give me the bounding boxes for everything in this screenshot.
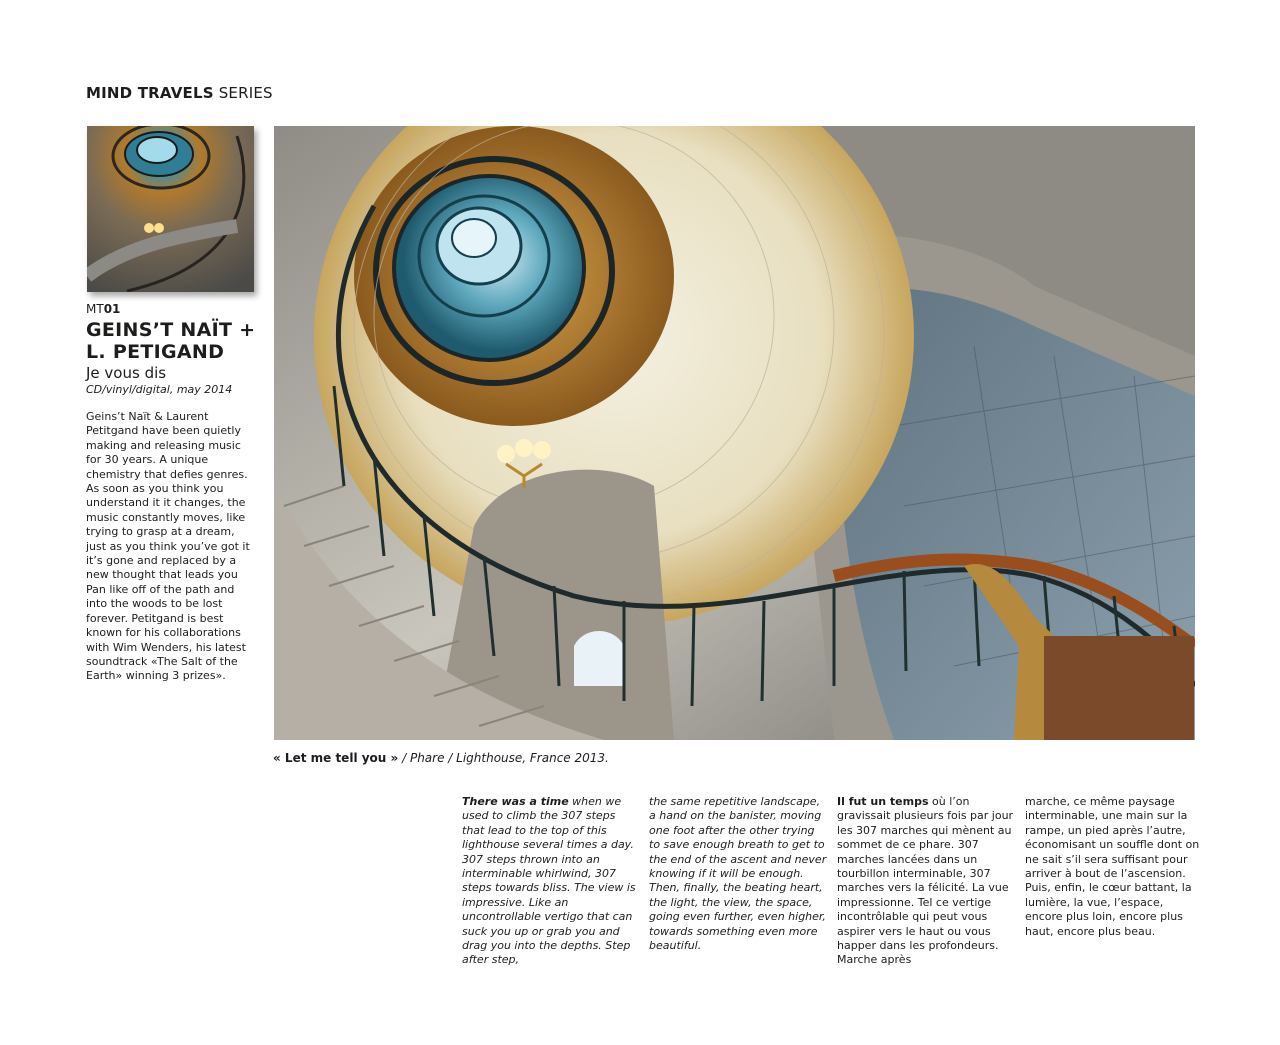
series-heading <box>86 84 273 102</box>
series-heading-light: SERIES <box>218 84 273 102</box>
artist-name <box>86 319 276 363</box>
release-format: CD/vinyl/digital, may 2014 <box>86 383 233 396</box>
english-text-1: when we used to climb the 307 steps that lead to the top of this lighthouse several times a day. 307 steps thrown into an interminable whirlwind, 307 steps towards bliss. The view is impressive. Like an uncontrollable vertigo that can suck you up or grab you and drag you into the depths. Step after step, <box>462 795 636 967</box>
artist-line-2: L. PETIGAND <box>86 341 225 363</box>
album-cover-thumbnail <box>87 126 254 292</box>
artist-biography: Geins’t Naït & Laurent Petitgand have been quietly making and releasing music for 30 years. A unique chemistry that defies genres. As soon as you think you understand it it changes, the music constantly moves, like trying to grasp at a dream, just as you think you’ve got it it’s gone and replaced by a new thought that leads you Pan like off of the path and into the woods to be lost forever. Petitgand is best known for his collaborations with Wim Wenders, his latest soundtrack «The Salt of the Earth» winning 3 prizes». <box>86 410 250 683</box>
english-text-column-2: the same repetitive landscape, a hand on the banister, moving one foot after the other trying to save enough breath to get to the end of the ascent and never knowing if it will be enough. Then, finally, the beating heart, the light, the view, the space, going even further, even higher, towards something even more beautiful. <box>649 795 827 953</box>
catalog-digits: 01 <box>103 302 121 316</box>
french-text-column-2: marche, ce même paysage interminable, une main sur la rampe, un pied après l’autre, économisant un souffle dont on ne sait s’il sera suffisant pour arriver à bout de l’ascension. Puis, enfin, le cœur battant, la lumière, la vue, l’espace, encore plus loin, encore plus haut, encore plus beau. <box>1025 795 1200 938</box>
lighthouse-staircase-photo <box>274 126 1195 740</box>
catalog-prefix: MT <box>86 302 104 316</box>
english-text-column-1 <box>462 795 640 968</box>
english-lead: There was a time <box>462 795 569 808</box>
series-heading-bold: MIND TRAVELS <box>86 84 214 102</box>
french-text-column-1 <box>837 795 1015 968</box>
album-title: Je vous dis <box>86 364 167 382</box>
photo-caption <box>273 751 609 765</box>
caption-place: / Phare / Lighthouse, France 2013. <box>398 751 609 765</box>
french-text-1: où l’on gravissait plusieurs fois par jour les 307 marches qui mènent au sommet de ce phare. 307 marches lancées dans un tourbillon interminable, 307 marches vers la félicité. La vue impressionne. Tel ce vertige incontrôlable qui peut vous aspirer vers le haut ou vous happer dans les profondeurs. Marche après <box>837 795 1014 967</box>
artist-line-1: GEINS’T NAÏT + <box>86 319 256 341</box>
french-lead: Il fut un temps <box>837 795 929 808</box>
catalog-number <box>86 302 120 316</box>
caption-title: « Let me tell you » <box>273 751 399 765</box>
